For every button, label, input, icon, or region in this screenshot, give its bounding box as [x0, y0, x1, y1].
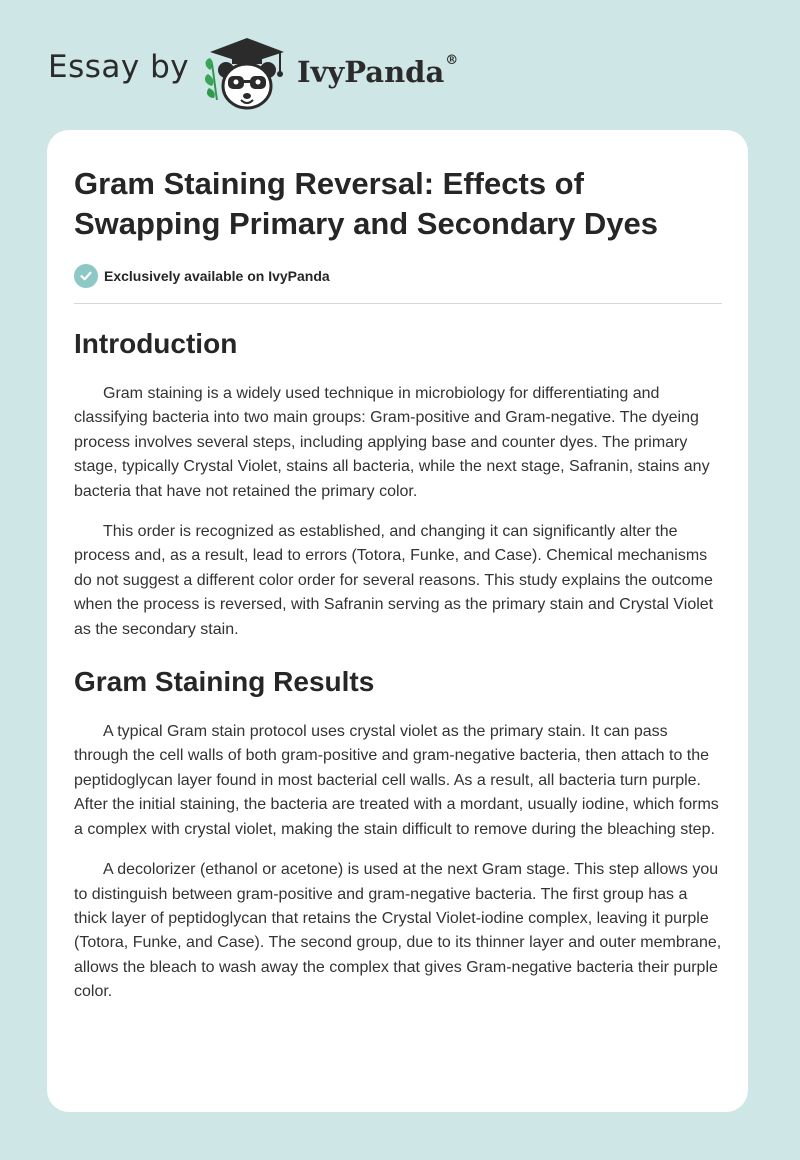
paragraph: A decolorizer (ethanol or acetone) is used at the next Gram stage. This step allows you to distinguish between gram-positive and gram-negative bacteria. The first group has a thick layer of peptidoglycan that retains the Crystal Violet-iodine complex, leaving it purple (Totora, Funke, and Case). The second group, due to its thinner layer and outer membrane, allows the bleach to wash away the complex that gives Gram-negative bacteria their purple color.	[74, 861, 722, 1001]
section-heading-gram-staining-results: Gram Staining Results	[74, 666, 375, 698]
article-card	[47, 130, 748, 1112]
registered-mark: ®	[445, 53, 459, 68]
check-icon	[74, 264, 98, 288]
exclusive-text: Exclusively available on IvyPanda	[104, 268, 330, 284]
paragraph: Gram staining is a widely used technique in microbiology for differentiating and classifying bacteria into two main groups: Gram-positive and Gram-negative. The dyeing process involves several steps, including applying base and counter dyes. The primary stage, typically Crystal Violet, stains all bacteria, while the next stage, Safranin, stains any bacteria that have not retained the primary color.	[74, 385, 710, 500]
article-content	[74, 164, 722, 1005]
essay-by-text: Essay by	[48, 49, 190, 85]
divider	[74, 303, 722, 304]
exclusive-badge	[74, 262, 722, 290]
section-heading-introduction: Introduction	[74, 328, 238, 359]
paragraph: A typical Gram stain protocol uses crystal violet as the primary stain. It can pass through the cell walls of both gram-positive and gram-negative bacteria, then attach to the peptidoglycan layer found in most bacterial cell walls. As a result, all bacteria turn purple. After the initial staining, the bacteria are treated with a mordant, usually iodine, which forms a complex with crystal violet, making the stain difficult to remove during the bleaching step.	[74, 723, 719, 838]
paragraph: This order is recognized as established, and changing it can significantly alter the process and, as a result, lead to errors (Totora, Funke, and Case). Chemical mechanisms do not suggest a different color order for several reasons. This study explains the outcome when the process is reversed, with Safranin serving as the primary stain and Crystal Violet as the secondary stain.	[74, 523, 714, 638]
title-line-2: Swapping Primary and Secondary Dyes	[74, 206, 659, 241]
brand-text: IvyPanda	[297, 55, 445, 89]
article-title	[74, 164, 722, 244]
brand-name[interactable]	[297, 55, 458, 89]
panda-graduate-logo-icon[interactable]	[202, 36, 292, 114]
title-line-1: Gram Staining Reversal: Effects of	[74, 166, 584, 201]
